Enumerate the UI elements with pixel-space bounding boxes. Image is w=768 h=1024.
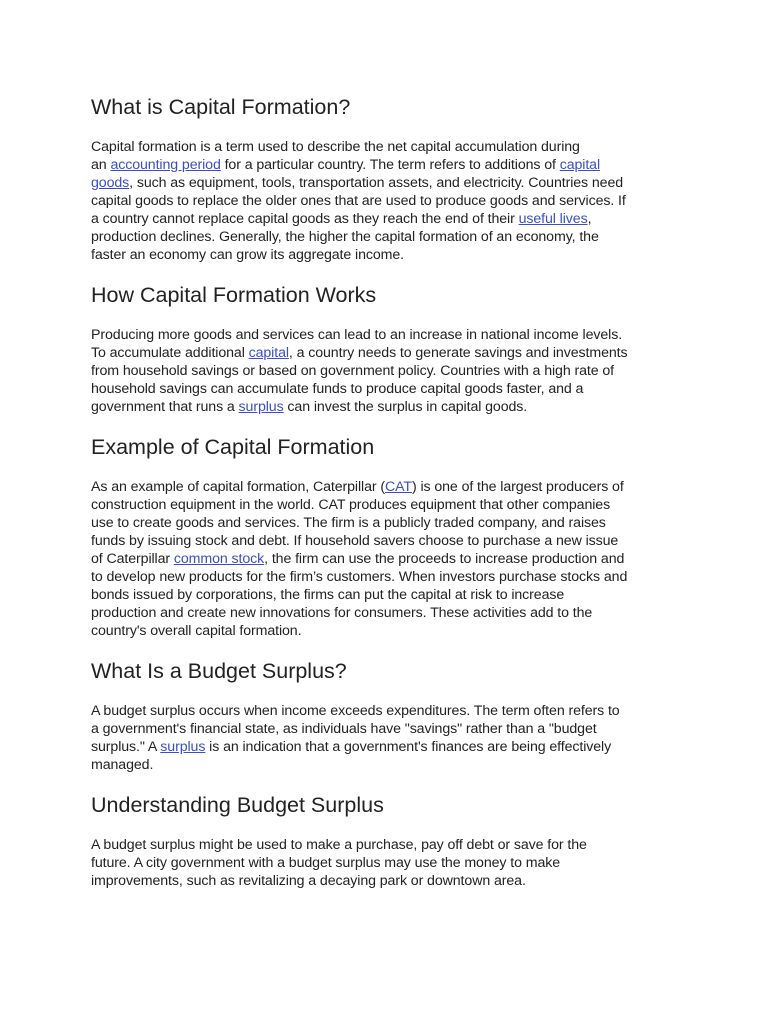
inline-link[interactable]: common stock (173, 551, 265, 567)
text-line: To accumulate additional capital, a country needs to generate savings and investments (91, 345, 628, 361)
text-line: bonds issued by corporations, the firms can put the capital at risk to increase (91, 587, 565, 603)
section-paragraph (91, 836, 587, 890)
section-paragraph (91, 702, 620, 774)
text-line: faster an economy can grow its aggregate income. (91, 247, 405, 263)
text-line: managed. (91, 757, 154, 773)
text-line: goods, such as equipment, tools, transportation assets, and electricity. Countries need (91, 175, 624, 191)
inline-link[interactable]: goods (91, 175, 130, 191)
section-heading: How Capital Formation Works (91, 283, 377, 307)
section-heading: What Is a Budget Surplus? (91, 659, 347, 683)
inline-link[interactable]: CAT (384, 479, 412, 495)
text-line: country's overall capital formation. (91, 623, 302, 639)
text-line: Capital formation is a term used to describe the net capital accumulation during (91, 139, 580, 155)
text-line: government that runs a surplus can invest the surplus in capital goods. (91, 399, 528, 415)
inline-link[interactable]: capital (248, 345, 289, 361)
text-line: household savings can accumulate funds to produce capital goods faster, and a (91, 381, 584, 397)
text-line: from household savings or based on government policy. Countries with a high rate of (91, 363, 614, 379)
inline-link[interactable]: capital (559, 157, 601, 173)
inline-link[interactable]: surplus (160, 739, 206, 755)
text-line: an accounting period for a particular country. The term refers to additions of capital (91, 157, 601, 173)
section-heading: Understanding Budget Surplus (91, 793, 384, 817)
inline-link[interactable]: useful lives (518, 211, 588, 227)
text-line: surplus." A surplus is an indication that a government's finances are being effectively (91, 739, 612, 755)
section-paragraph (91, 138, 626, 264)
text-line: As an example of capital formation, Caterpillar (CAT) is one of the largest producers of (91, 479, 624, 495)
text-line: funds by issuing stock and debt. If household savers choose to purchase a new issue (91, 533, 619, 549)
section-heading: What is Capital Formation? (91, 95, 351, 119)
text-line: use to create goods and services. The firm is a publicly traded company, and raises (91, 515, 606, 531)
inline-link[interactable]: surplus (238, 399, 284, 415)
text-line: A budget surplus might be used to make a purchase, pay off debt or save for the (91, 837, 587, 853)
text-line: capital goods to replace the older ones that are used to produce goods and services. If (91, 193, 626, 209)
text-line: improvements, such as revitalizing a decaying park or downtown area. (91, 873, 526, 889)
section-paragraph (91, 326, 627, 416)
text-line: construction equipment in the world. CAT produces equipment that other companies (91, 497, 611, 513)
text-line: Producing more goods and services can lead to an increase in national income levels. (91, 327, 623, 343)
text-line: to develop new products for the firm’s customers. When investors purchase stocks and (91, 569, 628, 585)
text-line: A budget surplus occurs when income exceeds expenditures. The term often refers to (91, 703, 620, 719)
inline-link[interactable]: accounting period (110, 157, 221, 173)
text-line: a government's financial state, as individuals have "savings" rather than a "budget (91, 721, 597, 737)
text-line: of Caterpillar common stock, the firm can use the proceeds to increase production and (91, 551, 625, 567)
text-line: a country cannot replace capital goods as they reach the end of their useful lives, (91, 211, 592, 227)
text-line: production and create new innovations for consumers. These activities add to the (91, 605, 593, 621)
text-line: future. A city government with a budget surplus may use the money to make (91, 855, 561, 871)
section-heading: Example of Capital Formation (91, 435, 375, 459)
section-paragraph (91, 478, 627, 640)
text-line: production declines. Generally, the higher the capital formation of an economy, the (91, 229, 599, 245)
